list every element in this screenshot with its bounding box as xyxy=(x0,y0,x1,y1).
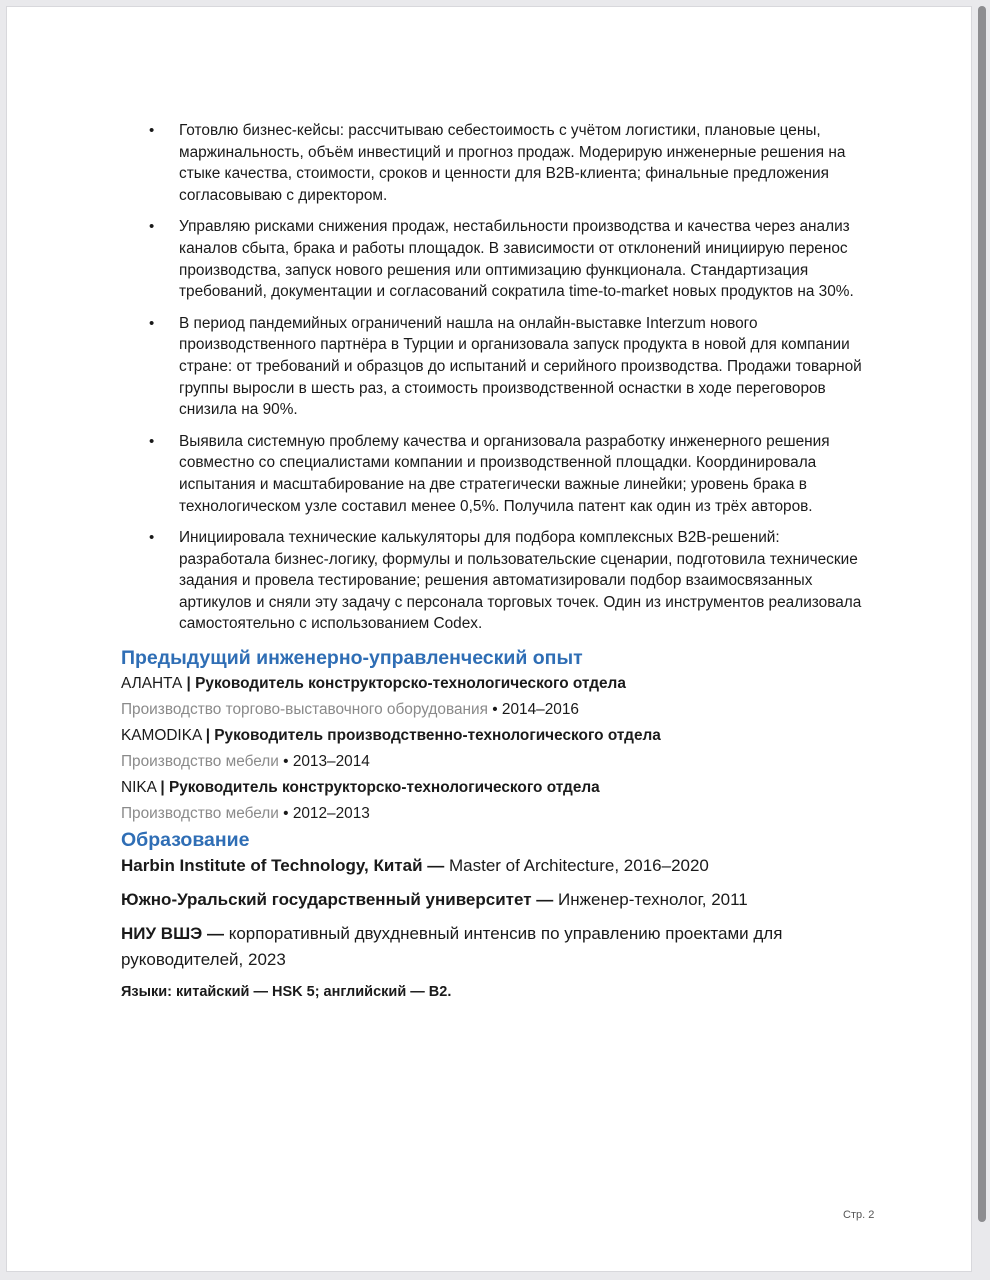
company-name: АЛАНТА xyxy=(121,675,183,693)
institution-name: Южно-Уральский государственный университет — xyxy=(121,890,554,910)
job-role: Руководитель производственно-технологического отдела xyxy=(214,727,661,745)
education-entry xyxy=(121,887,873,913)
bullet-icon: • xyxy=(149,218,155,236)
meta-separator: • xyxy=(283,805,289,823)
languages-line: Языки: китайский — HSK 5; английский — B2. xyxy=(121,984,452,1001)
education-entry xyxy=(121,853,873,879)
job-entry xyxy=(121,671,873,723)
job-industry: Производство торгово-выставочного оборудования xyxy=(121,701,488,719)
education-heading: Образование xyxy=(121,829,250,852)
education-detail: корпоративный двухдневный интенсив по управлению проектами для руководителей, 2023 xyxy=(121,924,783,970)
company-name: NIKA xyxy=(121,779,157,797)
job-industry: Производство мебели xyxy=(121,805,279,823)
job-years: 2012–2013 xyxy=(292,805,370,823)
bullet-icon: • xyxy=(149,432,155,450)
job-role: Руководитель конструкторско-технологического отдела xyxy=(195,675,626,693)
vertical-scrollbar[interactable] xyxy=(978,6,986,1222)
list-item: • Управляю рисками снижения продаж, нестабильности производства и качества через анализ каналов сбыта, брака и работы площадок. В зависимости от отклонений инициирую перенос производства, запуск нового решения или оптимизацию функционала. Стандартизация требований, документации и согласований сократила time-to-market новых продуктов на 30%. xyxy=(149,218,854,301)
job-years: 2013–2014 xyxy=(292,753,370,771)
meta-separator: • xyxy=(492,701,498,719)
previous-experience-heading: Предыдущий инженерно-управленческий опыт xyxy=(121,647,583,670)
separator: | xyxy=(205,727,210,745)
document-page xyxy=(6,6,972,1272)
page-content xyxy=(121,120,873,1003)
institution-name: Harbin Institute of Technology, Китай — xyxy=(121,856,445,876)
education-detail: Инженер-технолог, 2011 xyxy=(558,890,748,910)
separator: | xyxy=(186,675,191,693)
job-industry: Производство мебели xyxy=(121,753,279,771)
job-years: 2014–2016 xyxy=(501,701,579,719)
job-entry xyxy=(121,775,873,827)
list-item: • Инициировала технические калькуляторы для подбора комплексных B2B-решений: разработала бизнес-логику, формулы и пользовательские сценарии, подготовила технические задания и провела тестирование; решения автоматизировали подбор взаимосвязанных артикулов и сняли эту задачу с персонала торговых точек. Один из инструментов реализовала самостоятельно с использованием Codex. xyxy=(149,529,862,633)
list-item: • В период пандемийных ограничений нашла на онлайн-выставке Interzum нового производственного партнёра в Турции и организовала запуск продукта в новой для компании стране: от требований и образцов до испытаний и серийного производства. Продажи товарной группы выросли в шесть раз, а стоимость производственной оснастки в ходе переговоров снизила на 90%. xyxy=(149,314,862,419)
bullet-icon: • xyxy=(149,122,155,139)
company-name: KAMODIKA xyxy=(121,727,202,745)
bullet-icon: • xyxy=(149,529,155,547)
education-detail: Master of Architecture, 2016–2020 xyxy=(449,856,709,876)
page-number: Стр. 2 xyxy=(843,1209,875,1221)
bullet-icon: • xyxy=(149,314,155,332)
job-entry xyxy=(121,723,873,775)
list-item: • Выявила системную проблему качества и организовала разработку инженерного решения совместно со специалистами компании и производственной площадки. Координировала испытания и масштабирование на две стратегически важные линейки; уровень брака в технологическом узле составил менее 0,5%. Получила патент как один из трёх авторов. xyxy=(149,432,830,515)
separator: | xyxy=(160,779,165,797)
achievement-list xyxy=(121,120,873,635)
job-role: Руководитель конструкторско-технологического отдела xyxy=(168,779,600,797)
institution-name: НИУ ВШЭ — xyxy=(121,924,224,944)
education-entry xyxy=(121,921,873,973)
meta-separator: • xyxy=(283,753,289,771)
list-item: • Готовлю бизнес-кейсы: рассчитываю себестоимость с учётом логистики, плановые цены, маржинальность, объём инвестиций и прогноз продаж. Модерирую инженерные решения на стыке качества, стоимости, сроков и ценности для B2B-клиента; финальные предложения согласовываю с директором. xyxy=(149,122,846,204)
